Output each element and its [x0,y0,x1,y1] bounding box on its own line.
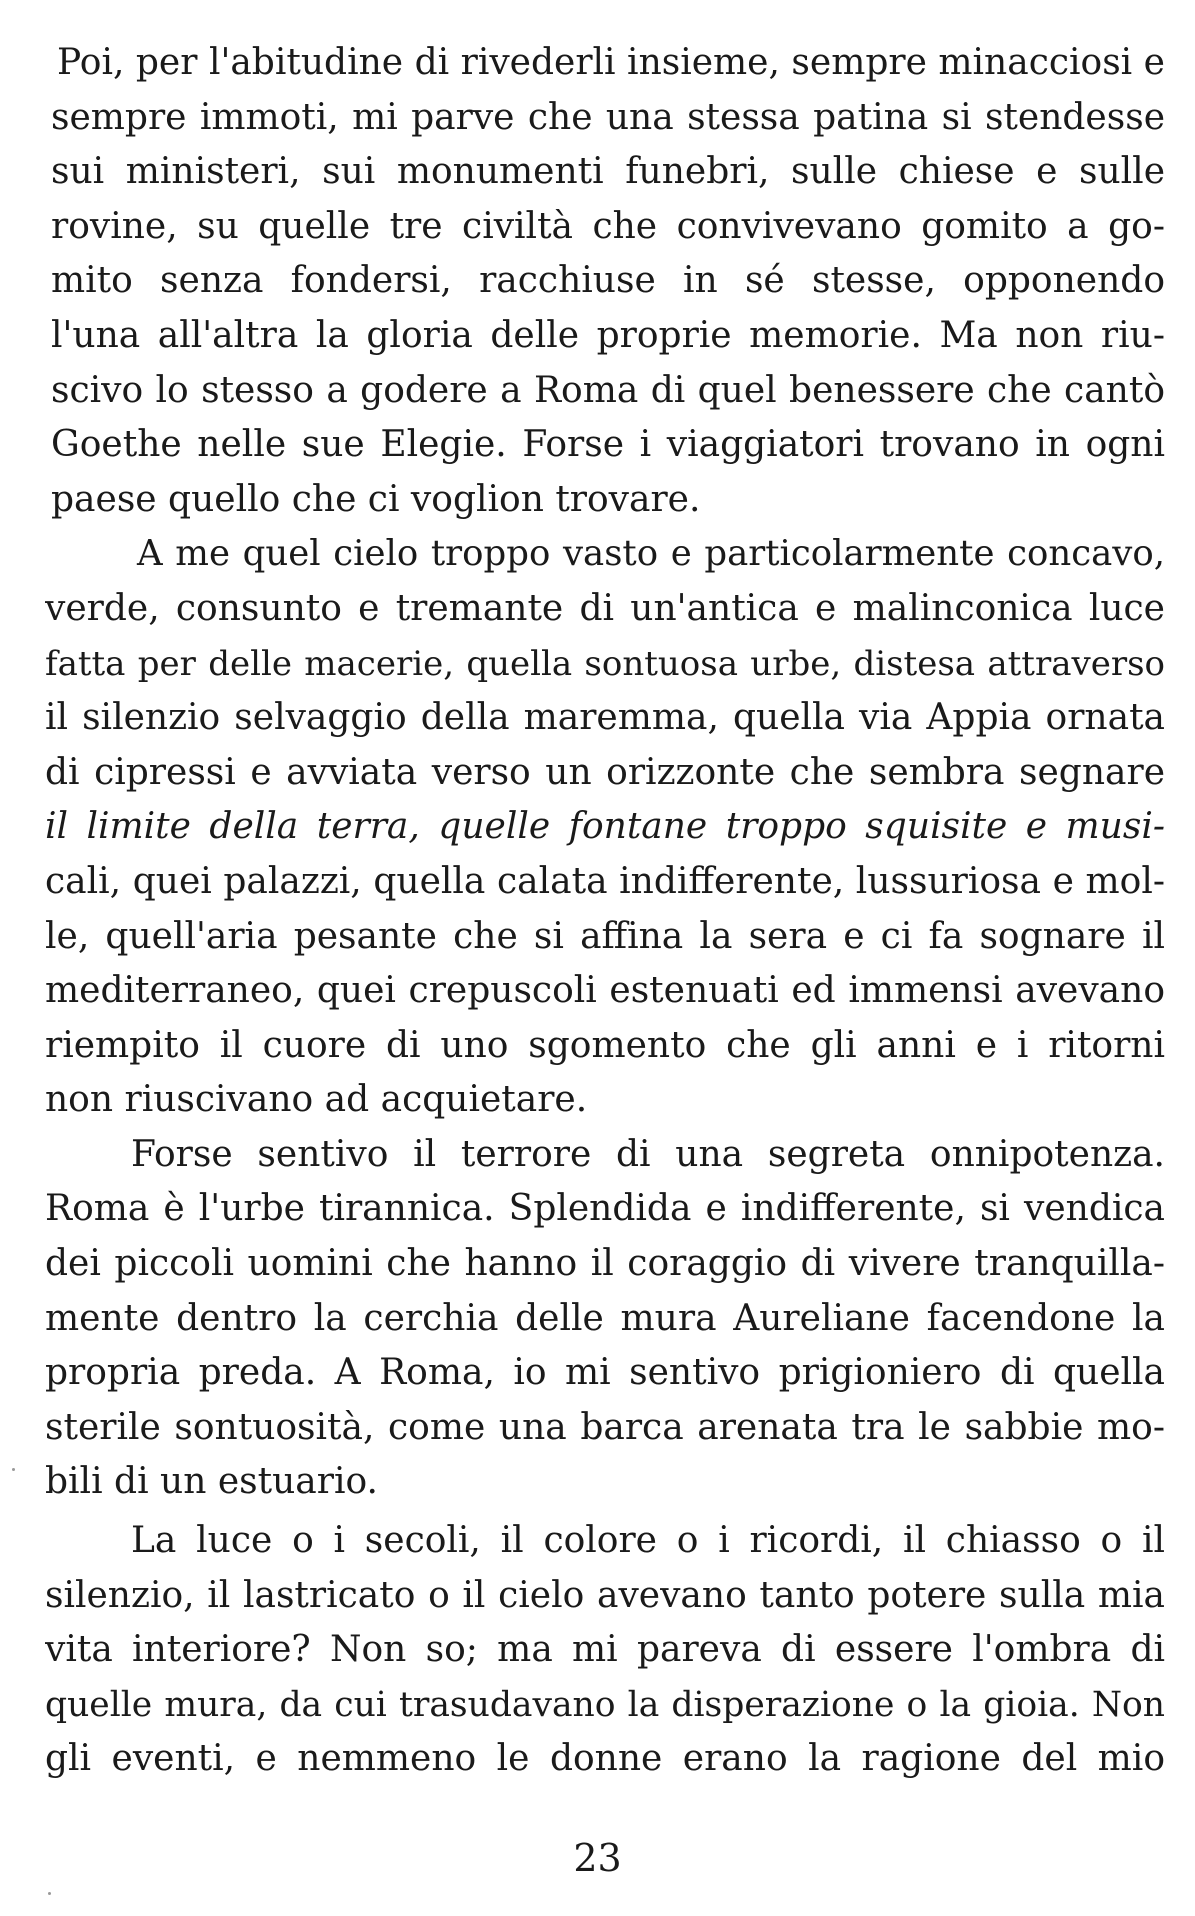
text-line: rovine, su quelle tre civiltà che convivevano gomito a go- [51,205,1165,247]
page-body [45,36,1165,1787]
text-line: sterile sontuosità, come una barca arenata tra le sabbie mo- [45,1406,1165,1448]
text-line: verde, consunto e tremante di un'antica e malinconica luce [45,587,1165,629]
text-line: dei piccoli uomini che hanno il coraggio di vivere tranquilla- [45,1243,1165,1285]
paragraph-4 [45,1514,1165,1787]
text-line: vita interiore? Non so; ma mi pareva di essere l'ombra di [45,1629,1165,1671]
text-line: Goethe nelle sue Elegie. Forse i viaggiatori trovano in ogni [51,424,1165,466]
text-line: La luce o i secoli, il colore o i ricordi, il chiasso o il [131,1520,1165,1562]
text-line: gli eventi, e nemmeno le donne erano la ragione del mio [45,1738,1165,1780]
text-line: mediterraneo, quei crepuscoli estenuati ed immensi avevano [45,970,1165,1012]
text-line: paese quello che ci voglion trovare. [51,478,701,520]
text-line: riempito il cuore di uno sgomento che gli anni e i ritorni [45,1024,1165,1066]
text-line: fatta per delle macerie, quella sontuosa urbe, distesa attraverso [45,643,1165,684]
text-line: non riuscivano ad acquietare. [45,1079,588,1121]
text-line: silenzio, il lastricato o il cielo avevano tanto potere sulla mia [45,1574,1165,1616]
text-line: bili di un estuario. [45,1461,378,1503]
text-line: l'una all'altra la gloria delle proprie memorie. Ma non riu- [51,314,1165,356]
text-line: mente dentro la cerchia delle mura Aureliane facendone la [45,1297,1165,1339]
scan-speck [12,1468,15,1471]
text-line: mito senza fondersi, racchiuse in sé stesse, opponendo [51,260,1165,302]
text-line: A me quel cielo troppo vasto e particolarmente concavo, [137,533,1165,575]
text-line: sui ministeri, sui monumenti funebri, sulle chiese e sulle [51,151,1165,193]
text-line: cali, quei palazzi, quella calata indifferente, lussuriosa e mol- [45,860,1165,902]
text-line: Roma è l'urbe tirannica. Splendida e indifferente, si vendica [45,1188,1165,1230]
page-number: 23 [573,1836,622,1880]
paragraph-2 [45,527,1165,1128]
text-line: scivo lo stesso a godere a Roma di quel benessere che cantò [51,369,1165,411]
text-line: il limite della terra, quelle fontane troppo squisite e musi- [45,806,1165,848]
paragraph-1 [45,36,1165,527]
text-line: le, quell'aria pesante che si affina la sera e ci fa sognare il [45,915,1165,957]
text-line: di cipressi e avviata verso un orizzonte che sembra segnare [45,751,1165,793]
text-line: propria preda. A Roma, io mi sentivo prigioniero di quella [45,1352,1165,1394]
text-line: Poi, per l'abitudine di rivederli insieme, sempre minacciosi e [57,42,1165,83]
text-line: quelle mura, da cui trasudavano la disperazione o la gioia. Non [45,1684,1165,1725]
text-line: sempre immoti, mi parve che una stessa patina si stendesse [51,96,1165,138]
text-line: il silenzio selvaggio della maremma, quella via Appia ornata [45,697,1165,739]
paragraph-3 [45,1128,1165,1510]
text-line: Forse sentivo il terrore di una segreta onnipotenza. [131,1133,1165,1175]
scan-speck [48,1892,51,1895]
